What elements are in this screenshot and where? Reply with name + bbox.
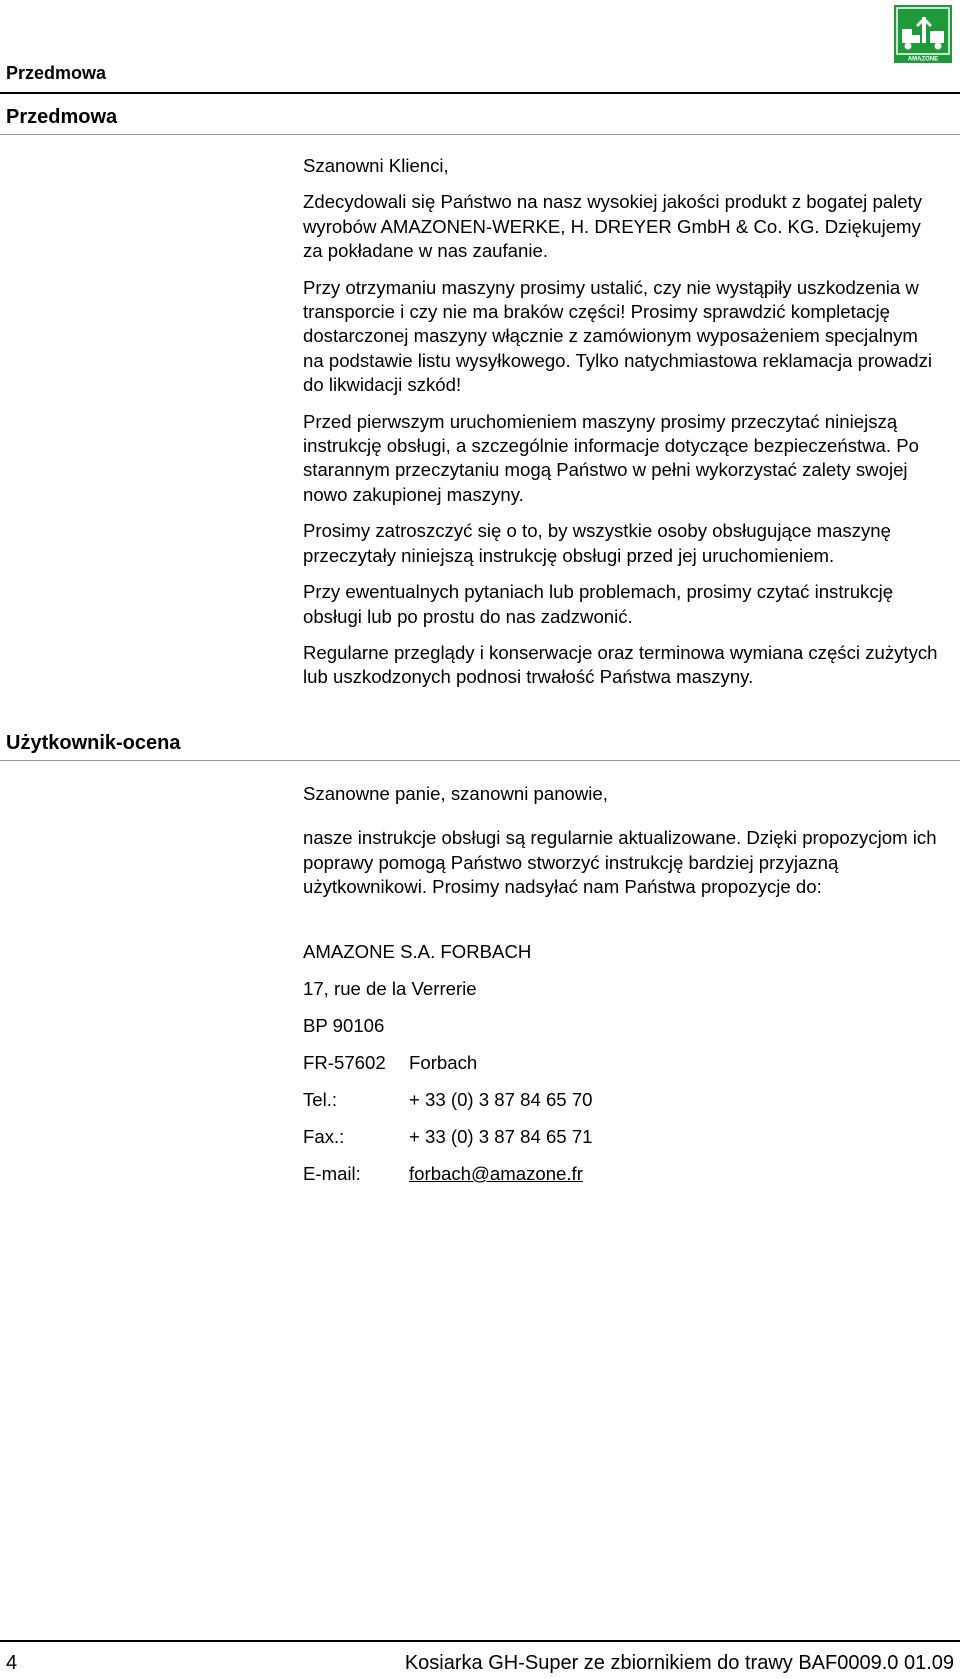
address-company-row — [303, 940, 593, 977]
paragraph: Zdecydowali się Państwo na nasz wysokiej jakości produkt z bogatej palety wyrobów AMAZONEN-WERKE, H. DREYER GmbH & Co. KG. Dziękujemy za pokładane w nas zaufanie. — [303, 191, 923, 262]
paragraph: Przed pierwszym uruchomieniem maszyny prosimy przeczytać niniejszą instrukcję obsługi, a szczególnie informacje dotyczące bezpieczeństwa. Po starannym przeczytaniu mogą Państwo w pełni wykorzystać zalety swojej nowo zakupionej maszyny. — [303, 410, 919, 505]
greeting: Szanowni Klienci, — [303, 155, 449, 176]
address-po-box: BP 90106 — [303, 1015, 385, 1036]
address-street-row — [303, 977, 593, 1014]
paragraph: Przy otrzymaniu maszyny prosimy ustalić, czy nie wystąpiły uszkodzenia w transporcie i czy nie ma braków części! Prosimy sprawdzić kompletację dostarczonej maszyny włącznie z zamówionym wyposażeniem specjalnym na podstawie listu wysyłkowego. Tylko natychmiastowa reklamacja prowadzi do likwidacji szkód! — [303, 276, 933, 396]
footer-doc-info: Kosiarka GH-Super ze zbiornikiem do trawy BAF0009.0 01.09 — [404, 1652, 954, 1674]
logo-text: AMAZONE — [907, 56, 939, 63]
paragraph: nasze instrukcje obsługi są regularnie aktualizowane. Dzięki propozycjom ich poprawy pomogą Państwo stworzyć instrukcję bardziej przyjazną użytkownikowi. Prosimy nadsyłać nam Państwa propozycje do: — [303, 827, 937, 898]
contact-address — [303, 940, 593, 1199]
address-street: 17, rue de la Verrerie — [303, 978, 477, 999]
section2-body — [303, 782, 943, 912]
address-city-row — [303, 1051, 593, 1088]
address-tel-row — [303, 1088, 593, 1125]
amazone-logo — [894, 5, 952, 63]
address-company: AMAZONE S.A. FORBACH — [303, 941, 532, 962]
paragraph: Przy ewentualnych pytaniach lub problemach, prosimy czytać instrukcję obsługi lub po prostu do nas zadzwonić. — [303, 581, 894, 627]
page-number: 4 — [6, 1652, 18, 1674]
paragraph: Prosimy zatroszczyć się o to, by wszystkie osoby obsługujące maszynę przeczytały niniejszą instrukcję obsługi przed jej uruchomieniem. — [303, 520, 891, 566]
address-city: Forbach — [409, 1052, 478, 1073]
section-title-przedmowa: Przedmowa — [6, 106, 118, 128]
tel-number: + 33 (0) 3 87 84 65 70 — [409, 1089, 593, 1110]
address-pobox-row — [303, 1014, 593, 1051]
section-divider — [0, 134, 960, 135]
fax-number: + 33 (0) 3 87 84 65 71 — [409, 1126, 593, 1147]
email-label: E-mail: — [303, 1163, 361, 1184]
running-header-title: Przedmowa — [6, 63, 107, 83]
footer-rule — [0, 1640, 960, 1642]
address-fax-row — [303, 1125, 593, 1162]
section-title-uzytkownik-ocena: Użytkownik-ocena — [6, 732, 181, 754]
fax-label: Fax.: — [303, 1126, 345, 1147]
salutation: Szanowne panie, szanowni panowie, — [303, 783, 608, 804]
header-rule — [0, 92, 960, 94]
address-email-row — [303, 1162, 593, 1199]
paragraph: Regularne przeglądy i konserwacje oraz terminowa wymiana części zużytych lub uszkodzonych podnosi trwałość Państwa maszyny. — [303, 641, 938, 688]
email-link[interactable]: forbach@amazone.fr — [409, 1163, 583, 1184]
tel-label: Tel.: — [303, 1089, 338, 1110]
section1-body — [303, 154, 943, 702]
section-divider — [0, 760, 960, 761]
address-postcode: FR-57602 — [303, 1052, 386, 1073]
